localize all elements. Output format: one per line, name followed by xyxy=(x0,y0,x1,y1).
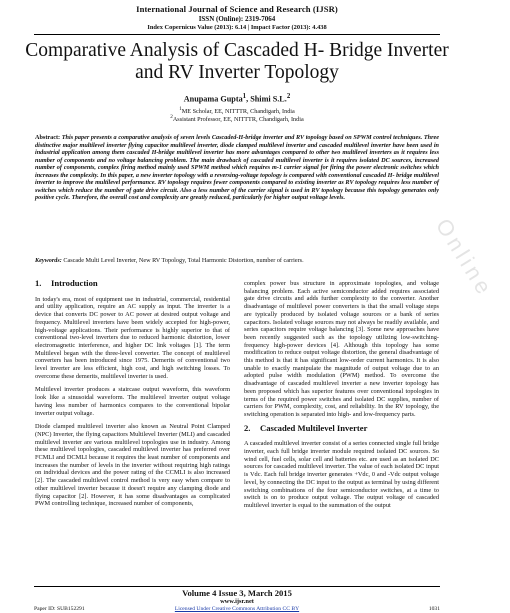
header-rule xyxy=(34,34,440,35)
section-number: 2. xyxy=(244,422,251,433)
paragraph: Diode clamped multilevel inverter also known as Neutral Point Clamped (NPC) Inverter, the flying capacitors Multilevel Inverter (MLI) and cascaded multilevel inverter are various multilevel topologies use in industry. Among these multilevel topologies, cascaded multilevel inverter has preferred over FCMLI and DCMLI because it requires the least number of components and increases the number of levels in the inverter without requiring high ratings on individual devices and the power rating of the CCMLI is also increased [2]. The cascaded multilevel control method is very easy when compare to other multilevel inverter because it doesn't require any clamping diode and flying capacitor [2]. However, it has some disadvantages as complicated PWM controlling technique, increased number of components, xyxy=(35,423,230,508)
abstract xyxy=(35,134,439,202)
body-columns xyxy=(0,280,474,580)
abstract-label: Abstract: xyxy=(35,134,61,141)
journal-indexing: Index Copernicus Value (2013): 6.14 | Impact Factor (2013): 4.438 xyxy=(147,24,327,31)
footer-row xyxy=(34,606,440,613)
footer-rule xyxy=(34,586,440,587)
section-heading-introduction xyxy=(35,280,230,288)
affiliation-1-text: ME Scholar, EE, NITTTR, Chandigarh, India xyxy=(181,108,295,116)
author-1: Anupama Gupta xyxy=(183,94,243,104)
volume-issue: Volume 4 Issue 3, March 2015 xyxy=(182,588,292,598)
watermark: Online xyxy=(430,213,499,302)
paragraph: Multilevel inverter produces a staircase output waveform, this waveform look like a sinusoidal waveform. The multilevel inverter output voltage having less number of harmonics compares to the conventional bipolar inverter output voltage. xyxy=(35,386,230,417)
author-1-sup: 1 xyxy=(242,93,247,100)
affiliation-2 xyxy=(0,114,474,123)
abstract-text: This paper presents a comparative analysis of seven levels Cascaded-H-bridge inverter and RV topology based on SPWM control techniques. Three distinctive major multilevel inverter flying capacitor multilevel inverter, diode clamped multilevel inverter and cascaded multilevel inverter have been used in industrial application among them cascaded H-bridge multilevel inverter has more advantages compared to other two multilevel inverters as it requires less number of components and no voltage balancing problem. The main drawback of cascaded multilevel inverter is it requires isolated DC sources, increased number of components, complex firing method mainly used SPWM method which requires m-1 carrier signal for firing the power electronic switches which increases the complexity. In this paper, a new inverter topology with a reversing-voltage topology is compared with conventional cascaded H- bridge multilevel inverter to improve the multilevel performance. RV topology requires fewer components compared to existing inverter as RV topology requires less number of switches which reduce the number of gate drive circuit. Also a less number of the carrier signal is used in RV topology because this topology generates only positive cycle. Therefore, the overall cost and complexity are greatly reduced, particularly for higher output voltage levels. xyxy=(35,134,439,201)
keywords-label: Keywords: xyxy=(35,257,62,264)
affiliation-2-sup: 2 xyxy=(170,114,173,120)
keywords-text: Cascade Multi Level Inverter, New RV Topology, Total Harmonic Distortion, number of carriers. xyxy=(61,257,304,264)
section-number: 1. xyxy=(35,278,42,288)
left-column xyxy=(35,280,230,514)
section-heading-cascaded xyxy=(244,422,439,433)
author-separator: , xyxy=(246,94,251,104)
page-number: 1031 xyxy=(428,606,440,612)
paper-id: Paper ID: SUB152291 xyxy=(34,606,85,612)
journal-issn: ISSN (Online): 2319-7064 xyxy=(198,15,276,23)
authors xyxy=(0,93,474,104)
journal-website-link[interactable]: www.ijsr.net xyxy=(220,598,254,605)
section-title: Cascaded Multilevel Inverter xyxy=(260,422,368,433)
affiliation-2-text: Assistant Professor, EE, NITTTR, Chandigarh, India xyxy=(172,116,304,124)
author-2-sup: 2 xyxy=(286,93,291,100)
right-column xyxy=(244,280,439,516)
section-title: Introduction xyxy=(51,278,98,288)
affiliation-1-sup: 1 xyxy=(179,106,182,112)
paper-title: Comparative Analysis of Cascaded H- Bridge Inverter and RV Inverter Topology xyxy=(25,40,449,83)
journal-name: International Journal of Science and Research (IJSR) xyxy=(136,4,338,14)
paragraph: complex power bus structure in approximate topologies, and voltage balancing problem. Each active semiconductor added requires associated gate drive circuits and adds further complexity to the converter. Another disadvantage of multilevel power converters is that the small voltage steps are typically produced by isolated voltage sources or a bank of series capacitors. Isolated voltage sources may not always be readily available, and series capacitors require voltage balancing [3]. Some new approaches have been recently suggested such as the topology utilizing low-switching-frequency high-power devices [4]. Although this topology has some modification to reduce output voltage distortion, the general disadvantage of this method is that it has significant low-order current harmonics. It is also unable to exactly manipulate the magnitude of output voltage due to an adopted pulse width modulation (PWM) method. To overcome the disadvantage of cascaded multilevel inverter a new inverter topology has been proposed which has superior features over conventional topologies in terms of the required power switches and isolated DC supplies, number of carriers for PWM, complexity, cost, and reliability. In the RV topology, the switching operation is separated into high- and low-frequency parts. xyxy=(244,280,439,418)
license-link[interactable]: Licensed Under Creative Commons Attribution CC BY xyxy=(174,606,300,612)
paragraph: In today's era, most of equipment use in industrial, commercial, residential and utility application, require an AC supply as input. The inverter is a device that converts DC power to AC power at desired output voltage and frequency. Multilevel inverters have been widely accepted for high-power, high-voltage applications. Their performance is highly superior to that of conventional two-level inverters due to reduced harmonic distortion, lower electromagnetic interference, and higher DC link voltages [1]. The term Multilevel began with the three-level converter. The concept of multilevel converters has been introduced since 1975. Demerits of conventional two level inverter are less efficient, high cost, and high switching losses. To overcome these demerits, multilevel inverter is used. xyxy=(35,295,230,380)
paragraph: A cascaded multilevel inverter consist of a series connected single full bridge inverter, each full bridge inverter module required isolated DC sources. So wind cell, fuel cells, solar cell and batteries etc. are used as an isolated DC sources for cascaded multilevel inverter. The value of each isolated DC input is Vdc. Each full bridge inverter generates +Vdc, 0 and -Vdc output voltage level, by connecting the DC input to the output as terminal by using different switching combinations of the four semiconductor switches, at a time to switch is on to produce output voltage. The output voltage of cascaded multilevel inverter is equal to the summation of the output xyxy=(244,440,439,509)
author-2: Shimi S.L. xyxy=(250,94,287,104)
